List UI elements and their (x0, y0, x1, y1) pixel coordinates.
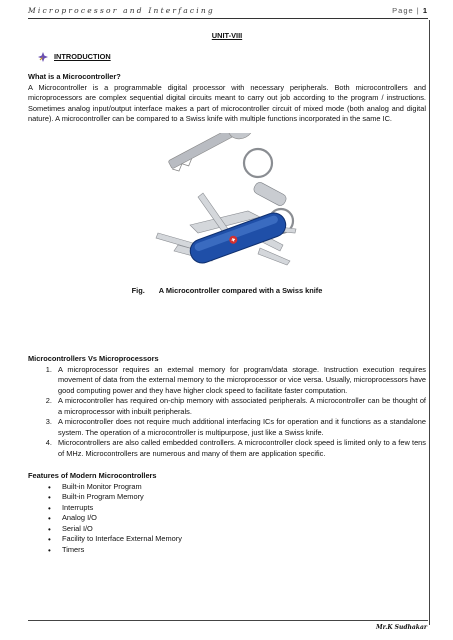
figure-label: Fig. (131, 285, 145, 295)
introduction-heading: INTRODUCTION (54, 51, 111, 61)
page-number: 1 (422, 6, 428, 15)
list-item: 4. Microcontrollers are also called embedded controllers. A microcontroller clock speed is limited only to a few tens of MHz. Microcontrollers are numerous and many of them are application specific. (54, 438, 426, 459)
section-heading-what-is: What is a Microcontroller? (28, 72, 121, 82)
page-header (28, 5, 428, 19)
section-heading-vs: Microcontrollers Vs Microprocessors (28, 354, 159, 364)
swiss-knife-image (28, 133, 426, 283)
key-illustration (165, 133, 257, 175)
list-item: • Serial I/O (52, 524, 426, 535)
header-title: Microprocessor and Interfacing (28, 6, 215, 15)
header-page-number (392, 6, 428, 17)
unit-title: UNIT-VIII (211, 31, 243, 40)
list-item: 3. A microcontroller does not require much additional interfacing ICs for operation and it functions as a standalone system. The operation of a microcontroller is multipurpose, just like a Swiss knife. (54, 417, 426, 438)
list-item: • Interrupts (52, 503, 426, 514)
pin-icon (38, 52, 48, 62)
figure-caption (28, 286, 426, 297)
right-margin-rule (429, 20, 430, 625)
list-item: • Facility to Interface External Memory (52, 534, 426, 545)
footer-author: Mr.K Sudhakar (376, 624, 427, 631)
figure-caption-text: A Microcontroller compared with a Swiss knife (158, 285, 323, 295)
page-content (28, 20, 426, 555)
list-item: 1. A microprocessor requires an external memory for program/data storage. Instruction execution requires movement of data from the external memory to the microprocessor or vice versa. Usually, microprocessors have good computing power and they have higher clock speed to facilitate faster computation. (54, 365, 426, 397)
introduction-heading-row (28, 52, 426, 63)
list-item: • Built-in Program Memory (52, 492, 426, 503)
clip-illustration (252, 180, 288, 207)
swiss-knife-figure (28, 133, 426, 283)
section-paragraph-definition: A Microcontroller is a programmable digital processor with necessary peripherals. Both microcontrollers and microprocessors are complex sequential digital circuits meant to carry out job according to the program / instructions. Sometimes analog input/output interface makes a part of microcontroller circuit of mixed mode (both analog and digital nature). A microcontroller can be compared to a Swiss knife with multiple functions incorporated in the same IC. (28, 82, 426, 124)
list-item: • Analog I/O (52, 513, 426, 524)
list-item: • Timers (52, 545, 426, 556)
features-list (52, 482, 426, 556)
section-heading-features: Features of Modern Microcontrollers (28, 471, 157, 481)
page-label: Page | (392, 6, 420, 15)
comparison-list (54, 365, 426, 460)
key-ring-large (244, 149, 272, 177)
list-item: • Built-in Monitor Program (52, 482, 426, 493)
footer-rule (28, 620, 428, 621)
list-item: 2. A microcontroller has required on-chip memory with associated peripherals. A microcontroller can be thought of a microprocessor with inbuilt peripherals. (54, 396, 426, 417)
